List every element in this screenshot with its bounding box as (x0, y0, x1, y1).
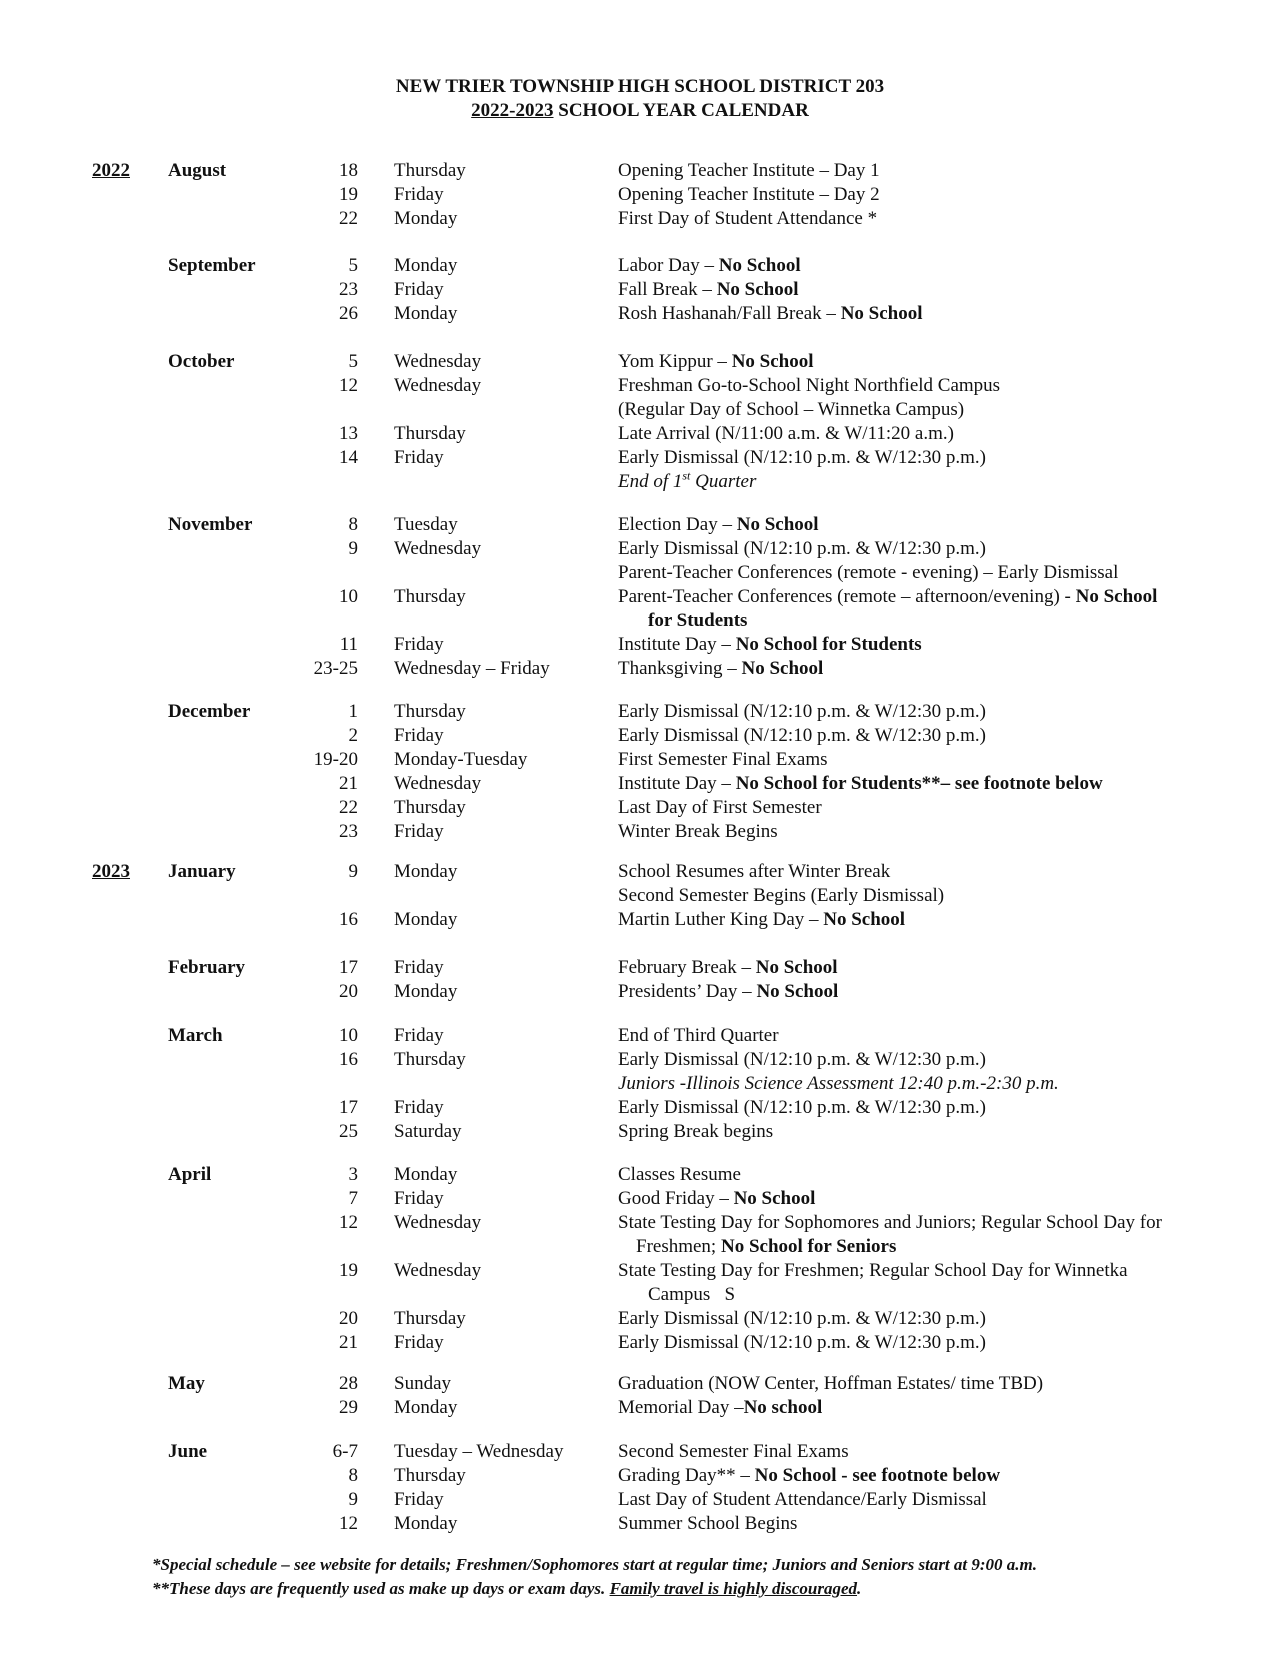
calendar-row: for Students (648, 610, 748, 631)
calendar-row: 16 Monday Martin Luther King Day – No School (339, 909, 906, 930)
calendar-row: 19-20 Monday-Tuesday First Semester Final Exams (313, 749, 828, 770)
calendar-row: (Regular Day of School – Winnetka Campus) (618, 399, 965, 420)
year-range: 2022-2023 (471, 100, 554, 121)
calendar-row: 1 Thursday Early Dismissal (N/12:10 p.m. & W/12:30 p.m.) (348, 701, 987, 722)
calendar-row: 25 Saturday Spring Break begins (339, 1121, 774, 1142)
calendar-row: 23 Friday Winter Break Begins (339, 821, 778, 842)
month-november: November (168, 514, 253, 535)
calendar-row: 7 Friday Good Friday – No School (348, 1188, 816, 1209)
calendar-row: Freshmen; No School for Seniors (636, 1236, 897, 1257)
district-title: NEW TRIER TOWNSHIP HIGH SCHOOL DISTRICT 203 (395, 76, 885, 97)
calendar-row: 13 Thursday Late Arrival (N/11:00 a.m. & W/11:20 a.m.) (339, 423, 954, 444)
calendar-row: 11 Friday Institute Day – No School for Students (339, 634, 922, 655)
calendar-row: 14 Friday Early Dismissal (N/12:10 p.m. & W/12:30 p.m.) (339, 447, 987, 468)
calendar-row: 12 Monday Summer School Begins (339, 1513, 798, 1534)
month-june: June (168, 1441, 208, 1462)
calendar-row: Second Semester Begins (Early Dismissal) (618, 885, 945, 906)
calendar-row: 9 Monday School Resumes after Winter Break (348, 861, 891, 882)
calendar-row: 5 Monday Labor Day – No School (348, 255, 801, 276)
calendar-row: 20 Thursday Early Dismissal (N/12:10 p.m. & W/12:30 p.m.) (339, 1308, 987, 1329)
calendar-row: 20 Monday Presidents’ Day – No School (339, 981, 839, 1002)
calendar-row: 3 Monday Classes Resume (348, 1164, 741, 1185)
calendar-row: 23 Friday Fall Break – No School (339, 279, 799, 300)
month-january: January (168, 861, 236, 882)
calendar-row: 17 Friday Early Dismissal (N/12:10 p.m. & W/12:30 p.m.) (339, 1097, 987, 1118)
calendar-row: 17 Friday February Break – No School (339, 957, 838, 978)
month-september: September (168, 255, 256, 276)
calendar-row: 22 Monday First Day of Student Attendance * (339, 208, 878, 229)
calendar-row: 16 Thursday Early Dismissal (N/12:10 p.m. & W/12:30 p.m.) (339, 1049, 987, 1070)
calendar-row: 28 Sunday Graduation (NOW Center, Hoffman Estates/ time TBD) (339, 1373, 1044, 1394)
calendar-row: 8 Thursday Grading Day** – No School - see footnote below (348, 1465, 1001, 1486)
calendar-row: 5 Wednesday Yom Kippur – No School (348, 351, 814, 372)
calendar-row: 8 Tuesday Election Day – No School (348, 514, 819, 535)
calendar-row: 6-7 Tuesday – Wednesday Second Semester Final Exams (332, 1441, 849, 1462)
calendar-row: 21 Wednesday Institute Day – No School for Students**– see footnote below (339, 773, 1103, 794)
calendar-row: 19 Friday Opening Teacher Institute – Day 2 (339, 184, 880, 205)
year-label-2022: 2022 (92, 160, 130, 181)
calendar-row: 12 Wednesday Freshman Go-to-School Night Northfield Campus (339, 375, 1001, 396)
calendar-row: 22 Thursday Last Day of First Semester (339, 797, 822, 818)
calendar-row: Parent-Teacher Conferences (remote - evening) – Early Dismissal (618, 562, 1119, 583)
month-april: April (168, 1164, 212, 1185)
calendar-row: Campus S (648, 1284, 736, 1305)
calendar-row: 12 Wednesday State Testing Day for Sophomores and Juniors; Regular School Day for (339, 1212, 1162, 1233)
calendar-row: 26 Monday Rosh Hashanah/Fall Break – No School (339, 303, 923, 324)
calendar-subtitle (0, 99, 1280, 123)
calendar-row: 2 Friday Early Dismissal (N/12:10 p.m. & W/12:30 p.m.) (348, 725, 987, 746)
calendar-label: SCHOOL YEAR CALENDAR (558, 100, 809, 121)
month-december: December (168, 701, 251, 722)
month-february: February (168, 957, 246, 978)
calendar-row: 21 Friday Early Dismissal (N/12:10 p.m. & W/12:30 p.m.) (339, 1332, 987, 1353)
year-label-2023: 2023 (92, 861, 130, 882)
calendar-row: 19 Wednesday State Testing Day for Freshmen; Regular School Day for Winnetka (339, 1260, 1128, 1281)
calendar-row: 9 Friday Last Day of Student Attendance/Early Dismissal (348, 1489, 987, 1510)
calendar-row: 10 Thursday Parent-Teacher Conferences (remote – afternoon/evening) - No School (339, 586, 1158, 607)
month-october: October (168, 351, 235, 372)
calendar-row: 29 Monday Memorial Day –No school (339, 1397, 823, 1418)
calendar-row: 10 Friday End of Third Quarter (339, 1025, 779, 1046)
calendar-row: 18 Thursday Opening Teacher Institute – Day 1 (339, 160, 880, 181)
month-march: March (168, 1025, 223, 1046)
calendar-row: End of 1st Quarter (618, 468, 757, 492)
month-august: August (168, 160, 227, 181)
month-may: May (168, 1373, 205, 1394)
calendar-row: Juniors -Illinois Science Assessment 12:40 p.m.-2:30 p.m. (618, 1073, 1059, 1094)
calendar-row: 23-25 Wednesday – Friday Thanksgiving – No School (313, 658, 824, 679)
footnote-makeup-days: **These days are frequently used as make up days or exam days. Family travel is highly discouraged. (152, 1579, 862, 1598)
calendar-row: 9 Wednesday Early Dismissal (N/12:10 p.m. & W/12:30 p.m.) (348, 538, 987, 559)
footnote-special-schedule: *Special schedule – see website for details; Freshmen/Sophomores start at regular time; Juniors and Seniors start at 9:00 a.m. (152, 1555, 1038, 1574)
